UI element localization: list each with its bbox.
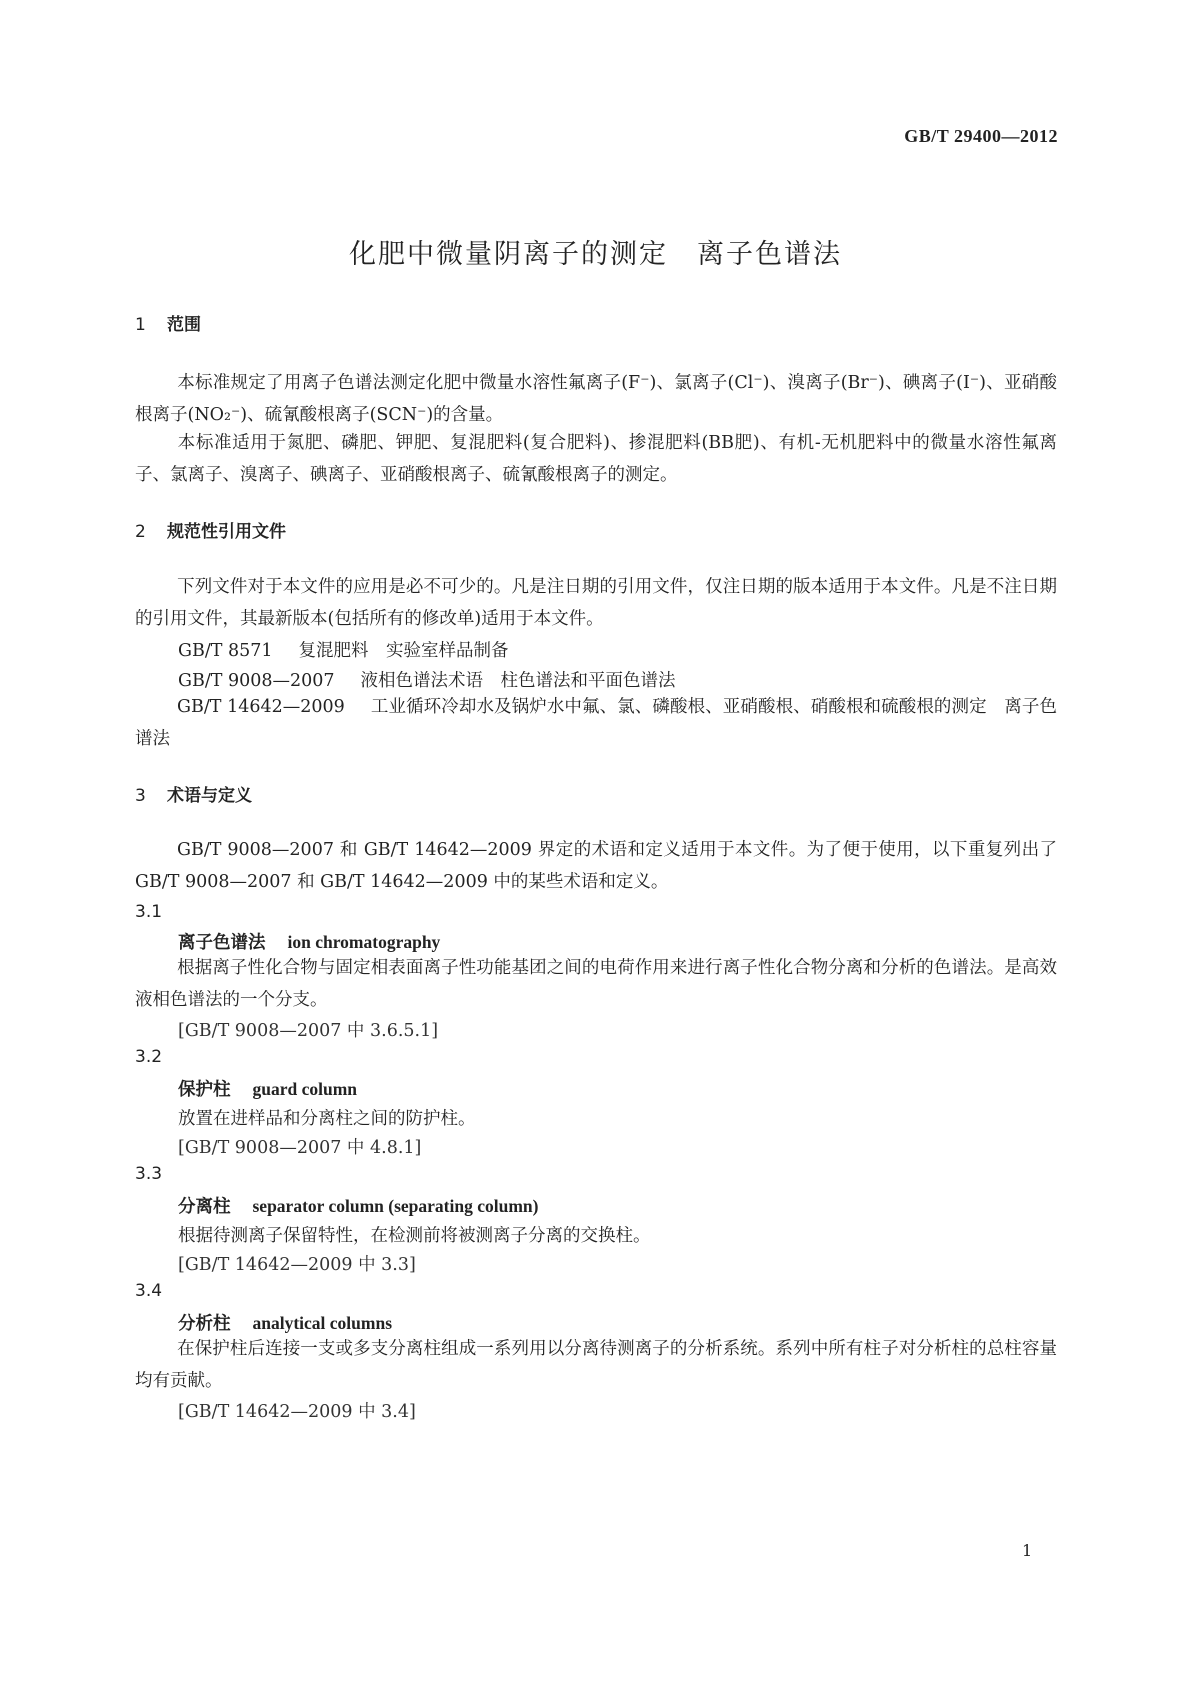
section-heading-normative-references — [135, 517, 286, 542]
section-heading-scope — [135, 310, 201, 335]
paragraph: GB/T 9008—2007 和 GB/T 14642—2009 界定的术语和定义适用于本文件。为了便于使用，以下重复列出了 GB/T 9008—2007 和 GB/T 14642—2009 中的某些术语和定义。 — [135, 840, 1057, 892]
term-heading: 分离柱 separator column (separating column) — [178, 1196, 539, 1217]
document-title: 化肥中微量阴离子的测定 离子色谱法 — [349, 239, 842, 270]
section-title: 规范性引用文件 — [167, 522, 286, 542]
reference-item: GB/T 8571 复混肥料 实验室样品制备 — [178, 641, 509, 661]
term-source: [GB/T 9008—2007 中 3.6.5.1] — [178, 1021, 439, 1041]
term-definition: 根据待测离子保留特性，在检测前将被测离子分离的交换柱。 — [178, 1226, 651, 1246]
term-heading: 保护柱 guard column — [178, 1079, 358, 1100]
term-heading: 分析柱 analytical columns — [178, 1313, 393, 1334]
term-number: 3.4 — [135, 1281, 163, 1301]
section-heading-terms — [135, 781, 252, 806]
term-number: 3.2 — [135, 1047, 163, 1067]
section-title: 术语与定义 — [167, 786, 252, 806]
document-code: GB/T 29400—2012 — [904, 126, 1058, 146]
reference-item: GB/T 14642—2009 工业循环冷却水及锅炉水中氟、氯、磷酸根、亚硝酸根、硝酸根和硫酸根的测定 离子色谱法 — [135, 697, 1057, 749]
term-number: 3.1 — [135, 902, 163, 922]
term-number: 3.3 — [135, 1164, 163, 1184]
term-definition: 放置在进样品和分离柱之间的防护柱。 — [178, 1109, 476, 1129]
section-title: 范围 — [167, 315, 201, 335]
term-definition: 在保护柱后连接一支或多支分离柱组成一系列用以分离待测离子的分析系统。系列中所有柱子对分析柱的总柱容量均有贡献。 — [135, 1339, 1057, 1391]
paragraph: 下列文件对于本文件的应用是必不可少的。凡是注日期的引用文件，仅注日期的版本适用于本文件。凡是不注日期的引用文件，其最新版本(包括所有的修改单)适用于本文件。 — [135, 577, 1057, 629]
page-number: 1 — [1022, 1541, 1033, 1560]
term-heading: 离子色谱法 ion chromatography — [178, 932, 441, 953]
term-source: [GB/T 9008—2007 中 4.8.1] — [178, 1138, 422, 1158]
term-source: [GB/T 14642—2009 中 3.3] — [178, 1255, 416, 1275]
paragraph: 本标准适用于氮肥、磷肥、钾肥、复混肥料(复合肥料)、掺混肥料(BB肥)、有机-无机肥料中的微量水溶性氟离子、氯离子、溴离子、碘离子、亚硝酸根离子、硫氰酸根离子的测定。 — [135, 433, 1057, 485]
reference-item: GB/T 9008—2007 液相色谱法术语 柱色谱法和平面色谱法 — [178, 671, 676, 691]
section-number: 3 — [135, 786, 146, 806]
section-number: 1 — [135, 315, 146, 335]
section-number: 2 — [135, 522, 146, 542]
term-definition: 根据离子性化合物与固定相表面离子性功能基团之间的电荷作用来进行离子性化合物分离和分析的色谱法。是高效液相色谱法的一个分支。 — [135, 958, 1057, 1010]
paragraph: 本标准规定了用离子色谱法测定化肥中微量水溶性氟离子(F⁻)、氯离子(Cl⁻)、溴离子(Br⁻)、碘离子(I⁻)、亚硝酸根离子(NO₂⁻)、硫氰酸根离子(SCN⁻)的含量。 — [135, 373, 1057, 425]
term-source: [GB/T 14642—2009 中 3.4] — [178, 1402, 416, 1422]
